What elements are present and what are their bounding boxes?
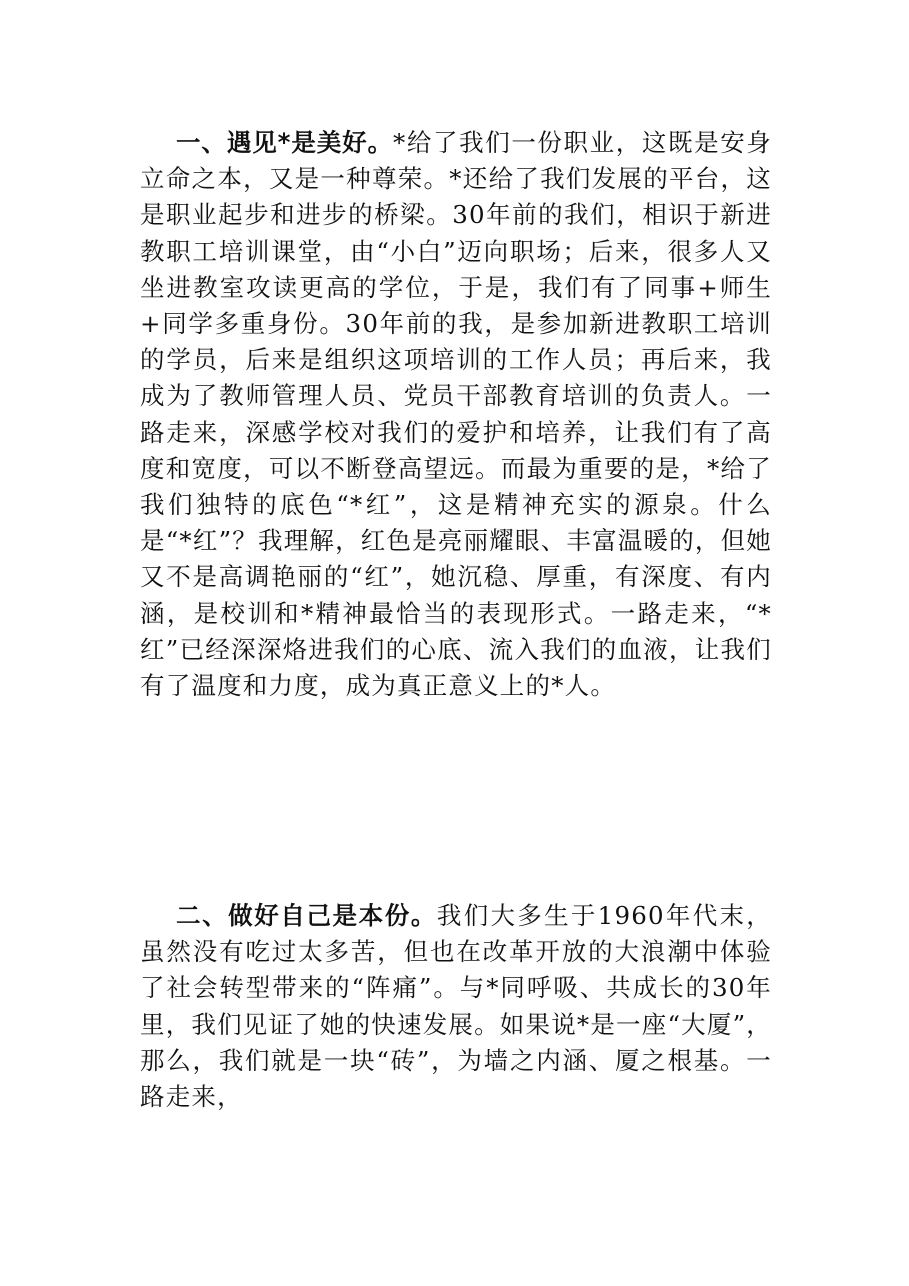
paragraph [140, 125, 772, 704]
section-2 [140, 898, 772, 1115]
section-heading: 二、做好自己是本份。 [176, 901, 437, 930]
section-body: *给了我们一份职业，这既是安身立命之本，又是一种尊荣。*还给了我们发展的平台，这是职业起步和进步的桥梁。30年前的我们，相识于新进教职工培训课堂，由“小白”迈向职场；后来，很多人又坐进教室攻读更高的学位，于是，我们有了同事+师生+同学多重身份。30年前的我，是参加新进教职工培训的学员，后来是组织这项培训的工作人员；再后来，我成为了教师管理人员、党员干部教育培训的负责人。一路走来，深感学校对我们的爱护和培养，让我们有了高度和宽度，可以不断登高望远。而最为重要的是，*给了我们独特的底色“*红”，这是精神充实的源泉。什么是“*红”？我理解，红色是亮丽耀眼、丰富温暖的，但她又不是高调艳丽的“红”，她沉稳、厚重，有深度、有内涵，是校训和*精神最恰当的表现形式。一路走来，“*红”已经深深烙进我们的心底、流入我们的血液，让我们有了温度和力度，成为真正意义上的*人。 [140, 128, 773, 701]
section-body: 我们大多生于1960年代末，虽然没有吃过太多苦，但也在改革开放的大浪潮中体验了社会转型带来的“阵痛”。与*同呼吸、共成长的30年里，我们见证了她的快速发展。如果说*是一座“大厦”，那么，我们就是一块“砖”，为墙之内涵、厦之根基。一路走来， [140, 901, 772, 1112]
section-1 [140, 125, 772, 704]
section-heading: 一、遇见*是美好。 [176, 128, 394, 157]
paragraph [140, 898, 772, 1115]
